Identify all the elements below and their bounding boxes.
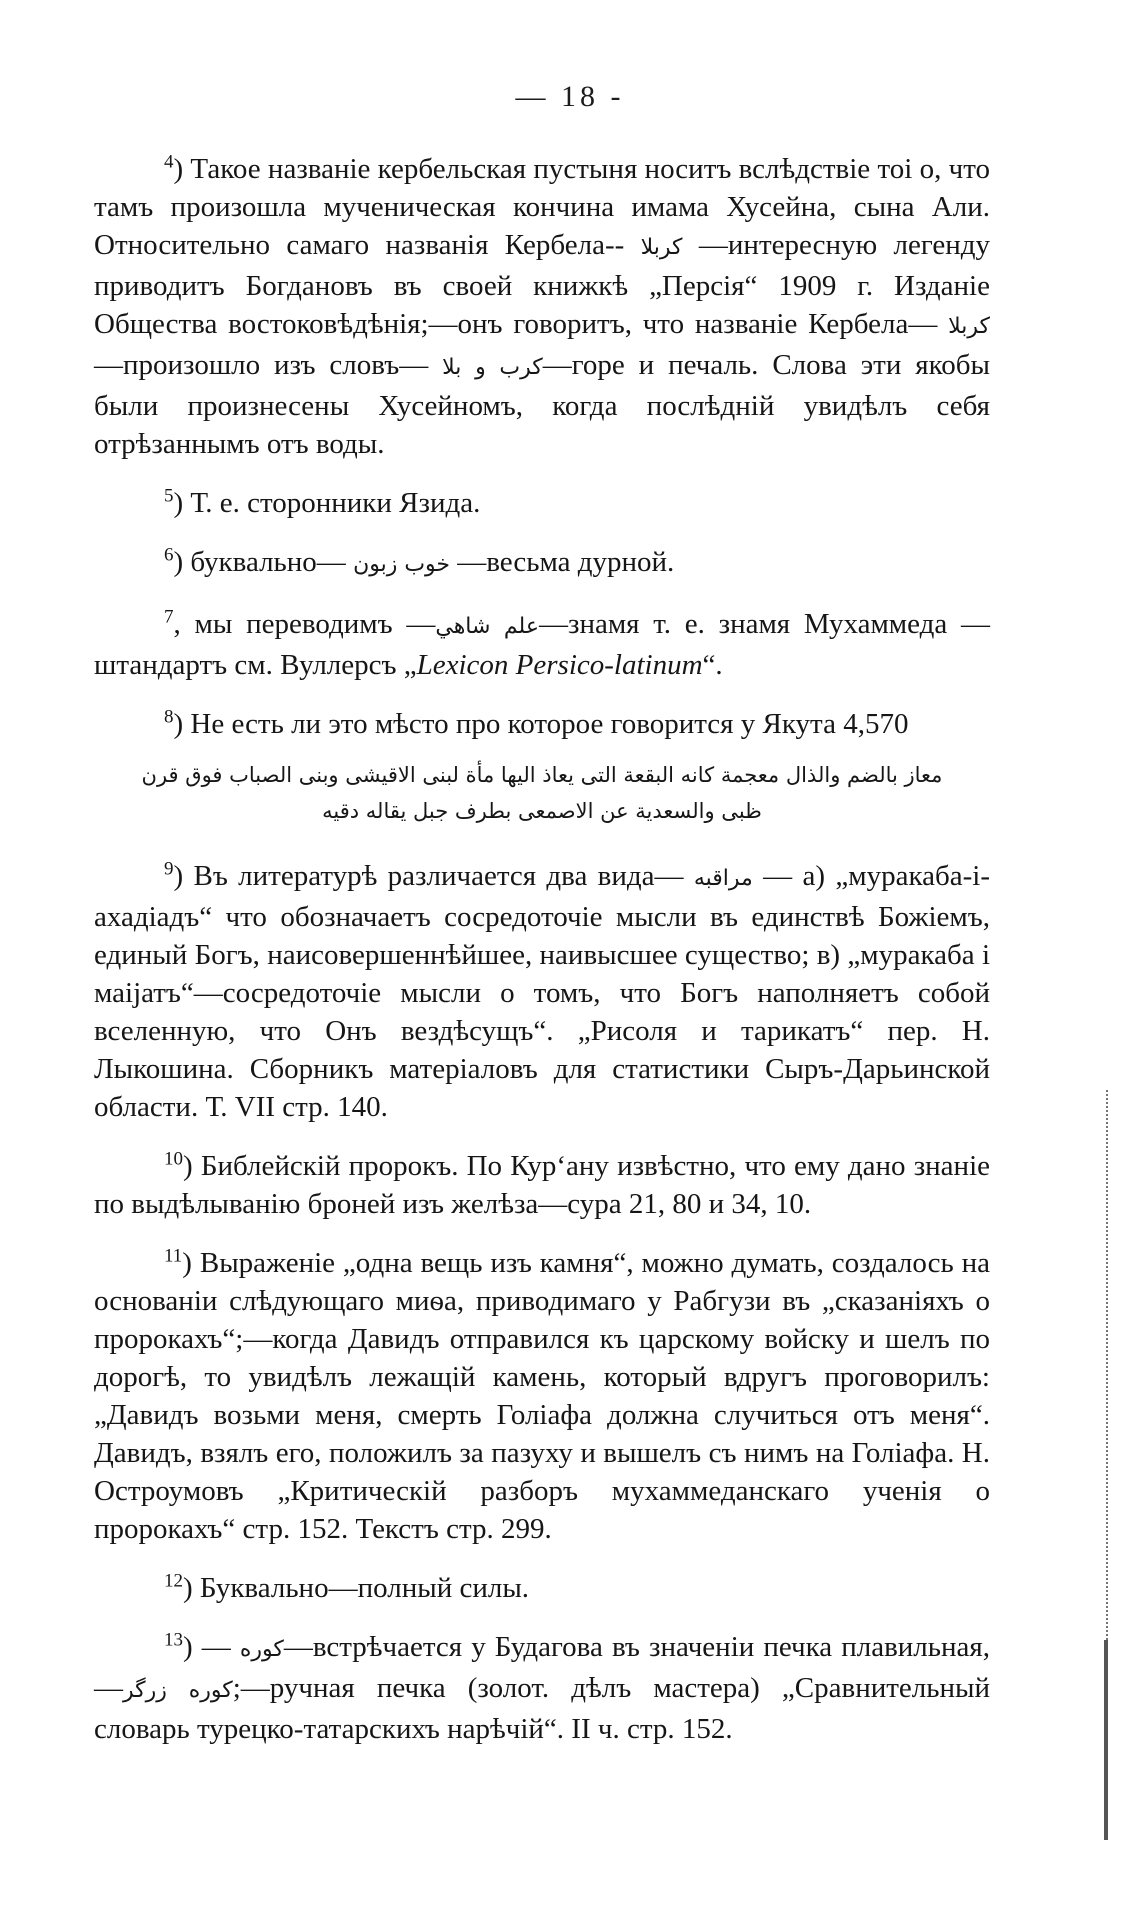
footnote-mark: 8 bbox=[164, 706, 174, 728]
note-text: ) буквально— bbox=[173, 546, 354, 578]
note-text: ) — bbox=[183, 1631, 240, 1663]
arabic-quote-line: معاز بالضم والذال معجمة كانه البقعة التى يعاذ اليها مأة لبنى الاقيشى وبنى الصباب فوق قرن bbox=[141, 763, 943, 787]
footnote-5 bbox=[94, 484, 990, 522]
footnote-6 bbox=[94, 543, 990, 584]
note-text: —горе и печаль. Слова эти якобы были произнесены Хусейномъ, когда послѣдній увидѣлъ себя отрѣзаннымъ отъ воды. bbox=[94, 349, 990, 460]
note-text: —встрѣчается у Будагова въ значеніи печка плавильная,— bbox=[94, 1631, 990, 1704]
arabic-word: كربلا bbox=[948, 314, 990, 339]
footnote-mark: 7 bbox=[164, 606, 174, 628]
note-text: ) Въ литературѣ различается два вида— bbox=[173, 860, 694, 892]
arabic-word: كرب و بلا bbox=[442, 355, 543, 380]
note-text: , мы переводимъ — bbox=[173, 608, 436, 640]
arabic-word: علم شاهي bbox=[435, 614, 539, 639]
footnote-mark: 10 bbox=[164, 1148, 183, 1170]
footnote-4 bbox=[94, 150, 990, 463]
arabic-quote bbox=[94, 757, 990, 829]
note-text: “. bbox=[702, 649, 723, 681]
note-text: ) Т. е. сторонники Язида. bbox=[173, 487, 481, 519]
note-text: —весьма дурной. bbox=[450, 546, 675, 578]
book-title: Lexicon Persico-latinum bbox=[416, 649, 703, 681]
note-text: — а) „муракаба-і-ахадіадъ“ что обозначаетъ сосредоточіе мысли въ единствѣ Божіемъ, единый Богъ, наисовершеннѣйшее, наивысшее существо; в) „муракаба і маіјатъ“—сосредоточіе мысли о томъ, что Богъ наполняетъ собой вселенную, что Онъ вездѣсущъ“. „Рисоля и тарикатъ“ пер. Н. Лыкошина. Сборникъ матеріаловъ для статистики Сыръ-Дарьинской области. Т. VII стр. 140. bbox=[94, 860, 990, 1123]
note-text: ) Такое названіе кербельская пустыня носитъ вслѣдствіе тоі о, что тамъ произошла мученическая кончина имама Хусейна, сына Али. Относительно самаго названія Кербела-- bbox=[94, 153, 990, 261]
arabic-quote-line: ظبى والسعدية عن الاصمعى بطرف جبل يقاله دقيه bbox=[322, 799, 762, 823]
footnotes bbox=[94, 150, 990, 1769]
footnote-mark: 4 bbox=[164, 151, 174, 173]
note-text: —знамя т. е. знамя Мухаммеда —штандартъ см. Вуллерсъ „ bbox=[94, 608, 991, 681]
footnote-12 bbox=[94, 1569, 990, 1607]
note-text: ;—ручная печка (золот. дѣлъ мастера) „Сравнительный словарь турецко-татарскихъ нарѣчій“. II ч. стр. 152. bbox=[94, 1672, 990, 1745]
footnote-mark: 5 bbox=[164, 485, 174, 507]
footnote-mark: 9 bbox=[164, 858, 174, 880]
note-text: —интересную легенду приводитъ Богдановъ въ своей книжкѣ „Персія“ 1909 г. Изданіе Общества востоковѣдѣнія;—онъ говоритъ, что названіе Кербела— bbox=[94, 229, 990, 340]
footnote-8 bbox=[94, 705, 990, 743]
footnote-mark: 6 bbox=[164, 544, 174, 566]
arabic-word: كوره bbox=[239, 1637, 284, 1662]
footnote-9 bbox=[94, 857, 990, 1126]
footnote-mark: 11 bbox=[164, 1245, 183, 1267]
note-text: ) Библейскій пророкъ. По Кур‘ану извѣстно, что ему дано знаніе по выдѣлыванію броней изъ желѣза—сура 21, 80 и 34, 10. bbox=[94, 1150, 990, 1220]
note-text: ) Не есть ли это мѣсто про которое говорится у Якута 4,570 bbox=[173, 708, 909, 740]
arabic-word: كربلا bbox=[640, 235, 683, 260]
arabic-word: مراقبه bbox=[693, 866, 753, 891]
arabic-word: كوره زرگر bbox=[123, 1678, 233, 1703]
footnote-mark: 12 bbox=[164, 1570, 183, 1592]
scan-edge-shadow bbox=[1096, 1640, 1108, 1840]
footnote-13 bbox=[94, 1628, 990, 1748]
footnote-mark: 13 bbox=[164, 1629, 183, 1651]
footnote-11 bbox=[94, 1244, 990, 1548]
arabic-word: خوب زبون bbox=[353, 552, 450, 577]
note-text: —произошло изъ словъ— bbox=[94, 349, 443, 381]
note-text: ) Буквально—полный силы. bbox=[183, 1572, 530, 1604]
footnote-7 bbox=[94, 605, 990, 684]
footnote-10 bbox=[94, 1147, 990, 1223]
page-number: — 18 - bbox=[515, 80, 625, 113]
note-text: ) Выраженіе „одна вещь изъ камня“, можно думать, создалось на основаніи слѣдующаго миѳа, приводимаго у Рабгузи въ „сказаніяхъ о пророкахъ“;—когда Давидъ отправился къ царскому войску и шелъ по дорогѣ, то увидѣлъ лежащій камень, который вдругъ проговорилъ: „Давидъ возьми меня, смерть Голіафа должна случиться отъ меня“. Давидъ, взялъ его, положилъ за пазуху и вышелъ съ нимъ на Голіафа. Н. Остроумовъ „Критическій разборъ мухаммеданскаго ученія о пророкахъ“ стр. 152. Текстъ стр. 299. bbox=[94, 1247, 990, 1545]
